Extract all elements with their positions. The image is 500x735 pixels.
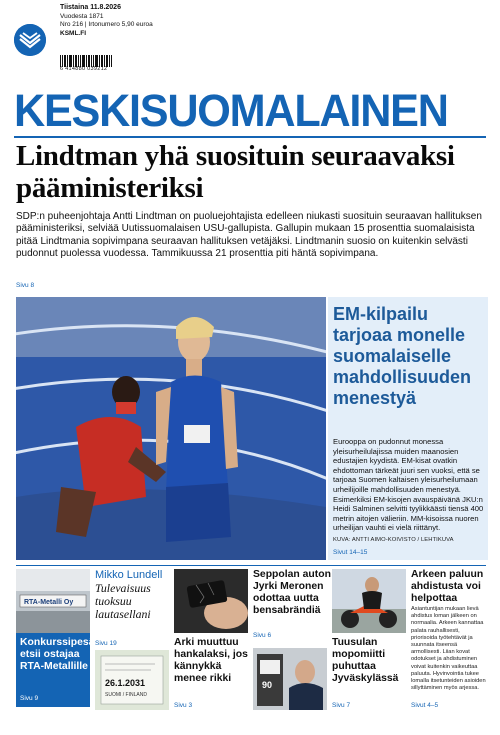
pump-text: 90 <box>262 680 273 690</box>
teaser-6-body: Asiantuntijan mukaan lievä ahdistus loman jälkeen on normaalia. Arkeen kannattaa palata rauhallisesti, priorisoida työtehtävät ja suunnata itseensä armollisesti. Liian kovat odotukset ja ahdistuminen voivat kuitenkin vaikeuttaa paluuta. Hyvinvointia tukee lomalla itsetunteiden asioiden sillyttäminen myös arjessa. <box>411 606 486 692</box>
teaser-2-author: Mikko Lundell <box>95 569 163 581</box>
rta-sign-text: RTA-Metalli Oy <box>24 599 74 606</box>
photo-story-page-ref[interactable]: Sivut 14–15 <box>333 549 368 556</box>
teaser-2-page-ref[interactable]: Sivu 19 <box>95 640 117 647</box>
teaser-1-page-ref[interactable]: Sivu 9 <box>20 695 39 702</box>
photo-story-body: Eurooppa on pudonnut monessa yleisurheilulajissa muiden maanosien edustajien kyydistä. EM-kisat ovatkin ehdottoman tärkeät juuri sen vuoksi, että se tarjoaa Suomen kaltaisen yleisurheilumaan urheilijoille mahdollisuuden menestyä. Esimerkiksi EM-kisojen avauspäivänä JKU:n Heidi Salminen selvitti tyylikkäästi tiensä 400 metrin aitojen välieriin. MM-kisoissa nuoren urheilijan vauhti ei vielä riittänyt. <box>333 437 484 533</box>
label-country: SUOMI / FINLAND <box>105 692 147 698</box>
rta-metalli-photo[interactable] <box>16 569 90 633</box>
teaser-6-title[interactable]: Arkeen paluun ahdistusta voi helpottaa <box>411 569 484 604</box>
teaser-3-page-ref[interactable]: Sivu 3 <box>174 702 193 709</box>
lead-page-ref[interactable]: Sivu 8 <box>16 282 35 289</box>
teaser-divider <box>16 565 486 566</box>
barcode-number: 6 414880 039212 <box>60 66 108 72</box>
athletics-photo[interactable] <box>16 297 326 560</box>
masthead-divider <box>14 136 486 138</box>
broken-phone-photo[interactable] <box>174 569 248 633</box>
teaser-5-title[interactable]: Tuusulan mopomiitti puhuttaa Jyväskylässä <box>332 637 399 684</box>
ksml-logo-icon[interactable] <box>14 24 46 56</box>
teaser-6-page-ref[interactable]: Sivut 4–5 <box>411 702 439 709</box>
food-label-photo[interactable] <box>95 650 169 710</box>
teaser-4-title[interactable]: Seppolan auton Jyrki Meronen odottaa uutta bensabrändiä <box>253 569 331 616</box>
label-date: 26.1.2031 <box>105 678 146 688</box>
founded-line: Vuodesta 1871 <box>60 12 104 20</box>
masthead-title[interactable]: KESKISUOMALAINEN <box>14 85 448 136</box>
issue-date: Tiistaina 11.8.2026 <box>60 4 121 11</box>
photo-credit: KUVA: ANTTI AIMO-KOIVISTO / LEHTIKUVA <box>333 537 454 543</box>
issue-line: Nro 216 | Irtonumero 5,90 euroa <box>60 21 153 28</box>
teaser-4-page-ref[interactable]: Sivu 6 <box>253 632 272 639</box>
teaser-3-title[interactable]: Arki muuttuu hankalaksi, jos kännykkä menee rikki <box>174 637 248 684</box>
lead-headline[interactable]: Lindtman yhä suosituin seuraavaksi pääministeriksi <box>16 140 455 204</box>
teaser-5-page-ref[interactable]: Sivu 7 <box>332 702 351 709</box>
fuel-station-photo[interactable] <box>253 648 327 710</box>
photo-story-title[interactable]: EM-kilpailu tarjoaa monelle suomalaiselle mahdollisuuden menestyä <box>333 304 472 408</box>
lead-body: SDP:n puheenjohtaja Antti Lindtman on puoluejohtajista edelleen niukasti suosituin seuraavan hallituksen pääministeriksi, selviää Uutissuomalaisen USU-gallupista. Gallupin mukaan 15 prosenttia suomalaisista pitää Lindtmania sopivimpana seuraavan hallituksen vetäjäksi. Lindtmanin suosio on kuitenkin selvästi pudonnut puolessa vuodessa. Tammikuussa 21 prosenttia piti häntä sopivimpana. <box>16 211 482 260</box>
teaser-1-title[interactable]: Konkurssipesä etsii ostajaa RTA-Metallille <box>20 637 95 672</box>
site-link[interactable]: KSML.FI <box>60 29 86 37</box>
masthead-meta <box>60 4 153 38</box>
teaser-2-title[interactable]: Tulevaisuus tuoksuu lautasellani <box>95 581 151 621</box>
moped-photo[interactable] <box>332 569 406 633</box>
